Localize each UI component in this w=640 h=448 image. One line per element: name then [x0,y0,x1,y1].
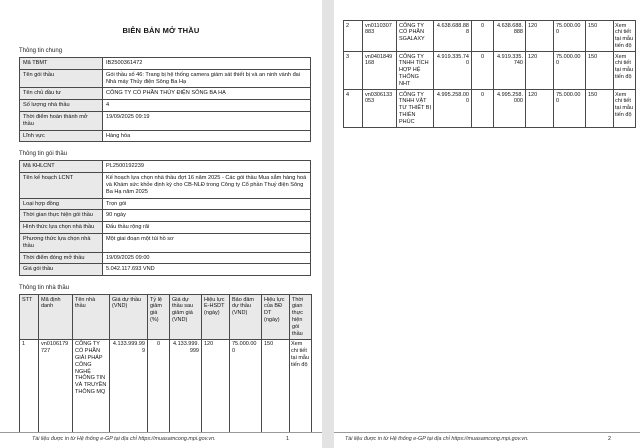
contractor-cell: vn0401849168 [363,52,397,90]
contractor-cell: 0 [472,21,494,52]
page-number: 2 [608,436,611,442]
table-row [20,88,311,100]
contractor-cell: 75.000.000 [554,21,586,52]
document-page-2 [334,0,640,448]
table-row [20,69,311,88]
contractor-cell: 75.000.000 [554,90,586,128]
table-row [20,111,311,130]
contractor-cell: Xem chi tiết tại mẫu tiến độ [614,90,636,128]
field-value: 19/09/2025 09:00 [103,252,311,264]
contractor-cell: 2 [344,21,363,52]
contractor-cell: 150 [586,90,614,128]
section-heading-contractors: Thông tin nhà thầu [19,285,70,292]
field-value: Gói thầu số 46: Trang bị hệ thống camera giám sát thiết bị và an ninh vành đai Nhà máy Thủy điện Sông Ba Hạ [103,69,311,88]
field-label: Tên chủ đầu tư [20,88,103,100]
contractor-cell: 120 [526,52,554,90]
field-value: Hàng hóa [103,130,311,142]
contractor-cell: vn0306133053 [363,90,397,128]
contractor-cell: vn0110307883 [363,21,397,52]
field-label: Phương thức lựa chọn nhà thầu [20,233,103,252]
field-label: Mã KHLCNT [20,161,103,173]
contractor-cell: CÔNG TY TNHH TÍCH HỢP HỆ THỐNG NHT [397,52,434,90]
column-header: STT [20,295,39,340]
contractor-cell: CÔNG TY CỔ PHẦN GIẢI PHÁP CÔNG NGHỆ THÔNG TIN VÀ TRUYỀN THÔNG MQ [73,339,110,432]
contractor-cell: 4.995.258.000 [434,90,472,128]
contractor-cell: 3 [344,52,363,90]
field-value: 4 [103,100,311,112]
column-header: Thời gian thực hiện gói thầu [290,295,312,340]
contractor-cell: 4.919.335.740 [494,52,526,90]
table-row [20,198,311,210]
contractor-table-page2 [343,20,636,128]
contractor-header-row [20,295,312,340]
field-label: Thời điểm đóng mở thầu [20,252,103,264]
general-info-table [19,57,311,142]
table-row [20,130,311,142]
page-2-content [334,0,640,432]
contractor-cell: 120 [526,90,554,128]
field-value: 90 ngày [103,210,311,222]
contractor-row [344,52,636,90]
package-info-table [19,160,311,276]
contractor-cell: 150 [586,21,614,52]
contractor-cell: 1 [20,339,39,432]
contractor-cell: 120 [526,21,554,52]
contractor-cell: 75.000.000 [554,52,586,90]
footer-print-note: Tài liệu được in từ Hệ thống e-GP tại địa chỉ https://muasamcong.mpi.gov.vn. [345,436,529,442]
column-header: Giá dự thầu sau giảm giá (VND) [170,295,202,340]
contractor-cell: 75.000.000 [230,339,262,432]
contractor-cell: Xem chi tiết tại mẫu tiến độ [290,339,312,432]
contractor-row [344,21,636,52]
contractor-cell: vn0106179727 [39,339,73,432]
contractor-cell: CÔNG TY CỔ PHẦN SGALAXY [397,21,434,52]
column-header: Hiệu lực của BĐ DT (ngày) [262,295,290,340]
page-title: BIÊN BẢN MỞ THẦU [122,26,200,35]
field-label: Giá gói thầu [20,264,103,276]
contractor-cell: 4.133.999.999 [170,339,202,432]
contractor-cell: 150 [586,52,614,90]
contractor-cell: 120 [202,339,230,432]
column-header: Tên nhà thầu [73,295,110,340]
field-value: IB2500361472 [103,58,311,70]
table-row [20,58,311,70]
page-number: 1 [286,436,289,442]
field-label: Mã TBMT [20,58,103,70]
contractor-row [20,339,312,432]
field-value: 19/09/2025 09:19 [103,111,311,130]
section-heading-package: Thông tin gói thầu [19,151,68,158]
contractor-cell: 150 [262,339,290,432]
table-row [20,252,311,264]
contractor-row [344,90,636,128]
table-row [20,100,311,112]
field-label: Hình thức lựa chọn nhà thầu [20,222,103,234]
field-value: CÔNG TY CỔ PHẦN THỦY ĐIỆN SÔNG BA HẠ [103,88,311,100]
field-label: Tên kế hoạch LCNT [20,173,103,198]
field-value: Kế hoạch lựa chọn nhà thầu đợt 16 năm 2025 - Các gói thầu Mua sắm hàng hoá và Khám sức khỏe định kỳ cho CB-NLĐ trong Công ty Cổ phần Thuỷ điện Sông Ba Hạ năm 2025 [103,173,311,198]
section-heading-general: Thông tin chung [19,48,63,54]
table-row [20,264,311,276]
field-label: Thời điểm hoàn thành mở thầu [20,111,103,130]
page-2-footer [334,432,640,448]
field-label: Loại hợp đồng [20,198,103,210]
contractor-cell: CÔNG TY TNHH VẬT TƯ THIẾT BỊ THIÊN PHÚC [397,90,434,128]
contractor-cell: 0 [148,339,170,432]
contractor-cell: 4.638.688.888 [494,21,526,52]
contractor-cell: Xem chi tiết tại mẫu tiến độ [614,21,636,52]
field-label: Thời gian thực hiện gói thầu [20,210,103,222]
column-header: Tỷ lệ giảm giá (%) [148,295,170,340]
table-row [20,233,311,252]
field-value: Một giai đoạn một túi hồ sơ [103,233,311,252]
table-row [20,222,311,234]
column-header: Giá dự thầu (VND) [110,295,148,340]
contractor-cell: 4.995.258.000 [494,90,526,128]
field-label: Tên gói thầu [20,69,103,88]
field-value: PL2500192239 [103,161,311,173]
field-value: 5.042.117.693 VND [103,264,311,276]
contractor-cell: 4 [344,90,363,128]
field-label: Số lượng nhà thầu [20,100,103,112]
field-value: Trọn gói [103,198,311,210]
page-1-content [0,0,322,432]
contractor-cell: 4.919.335.740 [434,52,472,90]
footer-print-note: Tài liệu được in từ Hệ thống e-GP tại địa chỉ https://muasamcong.mpi.gov.vn. [32,436,216,442]
contractor-cell: Xem chi tiết tại mẫu tiến độ [614,52,636,90]
page-1-footer [0,432,322,448]
contractor-cell: 0 [472,90,494,128]
table-row [20,210,311,222]
contractor-cell: 4.133.999.999 [110,339,148,432]
table-row [20,173,311,198]
table-row [20,161,311,173]
contractor-table-page1 [19,294,312,432]
field-value: Đấu thầu rộng rãi [103,222,311,234]
contractor-cell: 4.638.688.888 [434,21,472,52]
column-header: Mã định danh [39,295,73,340]
column-header: Bảo đảm dự thầu (VND) [230,295,262,340]
column-header: Hiệu lực E-HSDT (ngày) [202,295,230,340]
contractor-cell: 0 [472,52,494,90]
field-label: Lĩnh vực [20,130,103,142]
